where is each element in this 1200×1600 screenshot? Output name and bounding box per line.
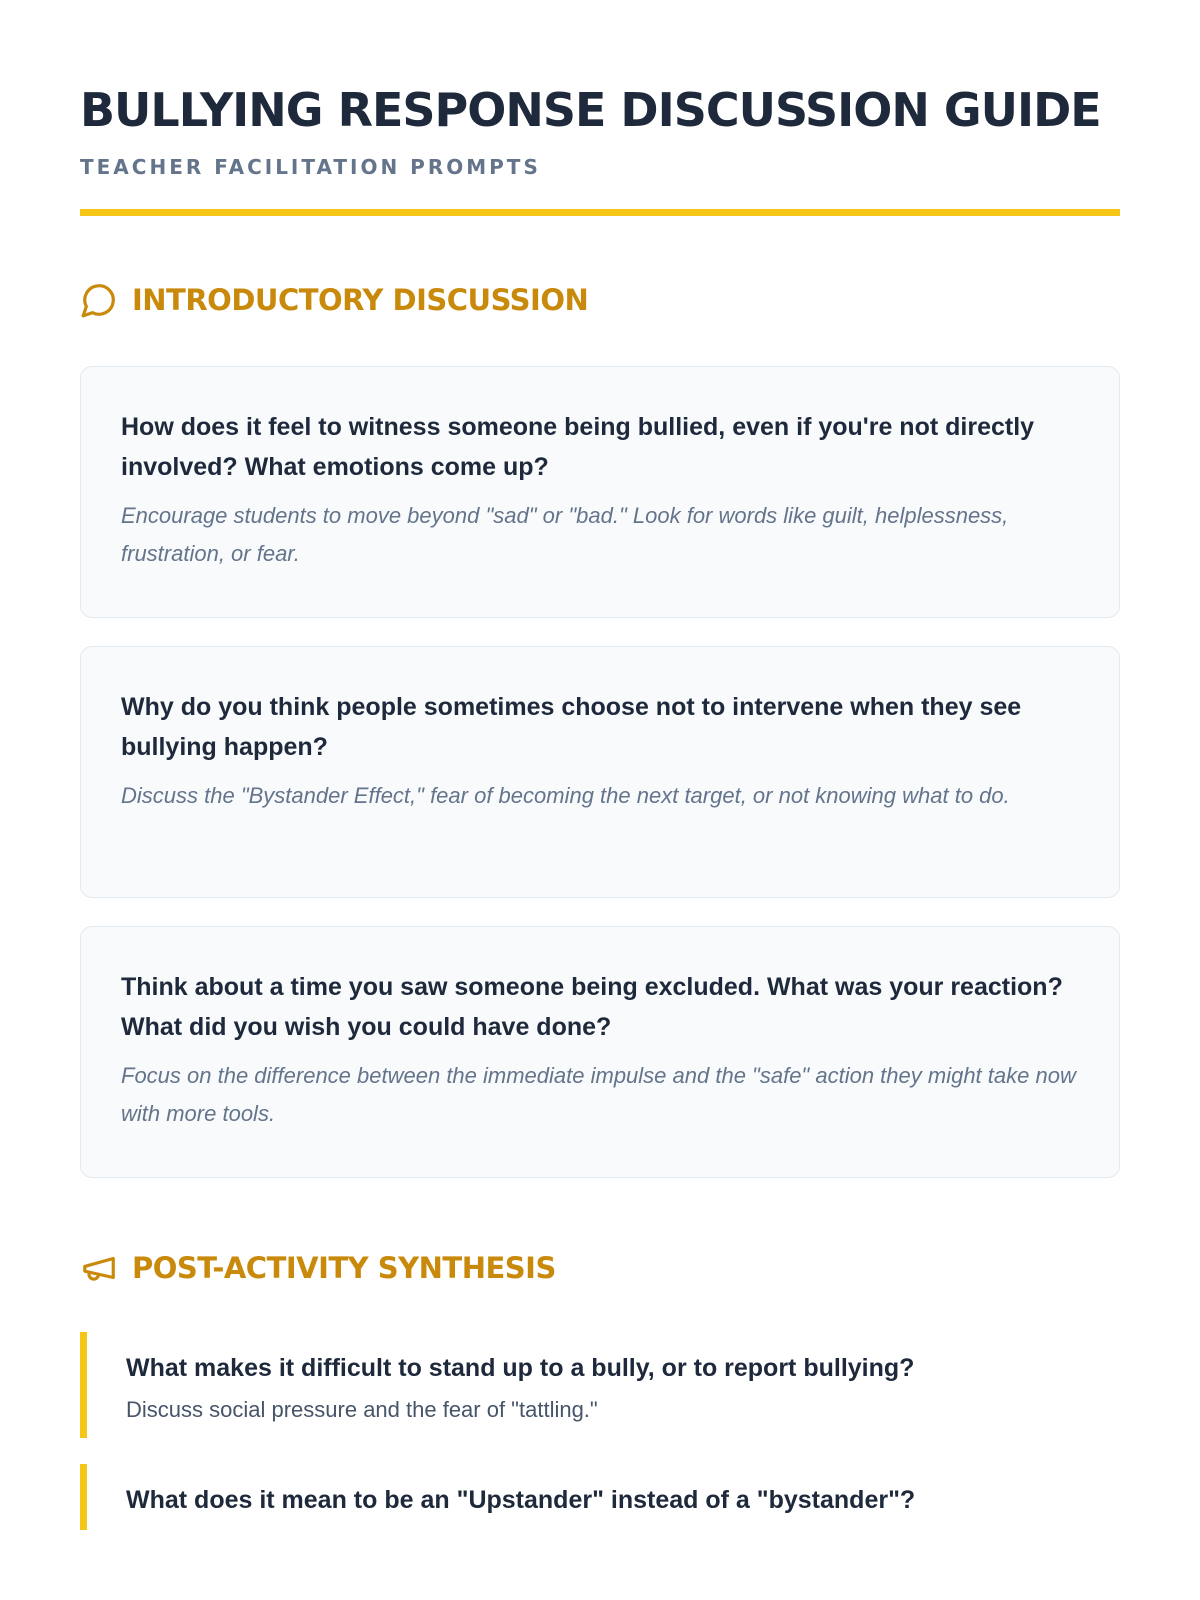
speech-bubble-icon (80, 280, 120, 320)
section-title: POST-ACTIVITY SYNTHESIS (132, 1251, 556, 1285)
discussion-question: How does it feel to witness someone being bullied, even if you're not directly involved? What emotions come up? (121, 413, 1035, 481)
section-introductory-discussion (80, 280, 1120, 1178)
document-header (80, 80, 1120, 216)
section-heading (80, 280, 1120, 320)
section-post-activity-synthesis (80, 1248, 1120, 1530)
document-subtitle: TEACHER FACILITATION PROMPTS (80, 155, 541, 179)
synthesis-note: Discuss social pressure and the fear of "tattling." (126, 1397, 598, 1422)
facilitator-note: Focus on the difference between the immediate impulse and the "safe" action they might take now with more tools. (121, 1063, 1076, 1126)
megaphone-icon (80, 1248, 120, 1288)
synthesis-list (80, 1332, 1120, 1530)
discussion-question: Why do you think people sometimes choose not to intervene when they see bullying happen? (121, 693, 1022, 761)
question-card (80, 926, 1120, 1178)
discussion-question: Think about a time you saw someone being excluded. What was your reaction? What did you wish you could have done? (121, 973, 1063, 1041)
question-card-list (80, 366, 1120, 1178)
question-card (80, 646, 1120, 898)
document-title: BULLYING RESPONSE DISCUSSION GUIDE (80, 83, 1101, 137)
synthesis-item (80, 1464, 1120, 1530)
facilitator-note: Discuss the "Bystander Effect," fear of becoming the next target, or not knowing what to do. (121, 783, 1010, 808)
section-title: INTRODUCTORY DISCUSSION (132, 283, 589, 317)
facilitator-note: Encourage students to move beyond "sad" or "bad." Look for words like guilt, helplessness, frustration, or fear. (121, 503, 1009, 566)
synthesis-question: What makes it difficult to stand up to a bully, or to report bullying? (126, 1354, 915, 1382)
section-heading (80, 1248, 1120, 1288)
synthesis-item (80, 1332, 1120, 1438)
question-card (80, 366, 1120, 618)
synthesis-question: What does it mean to be an "Upstander" instead of a "bystander"? (126, 1486, 916, 1514)
